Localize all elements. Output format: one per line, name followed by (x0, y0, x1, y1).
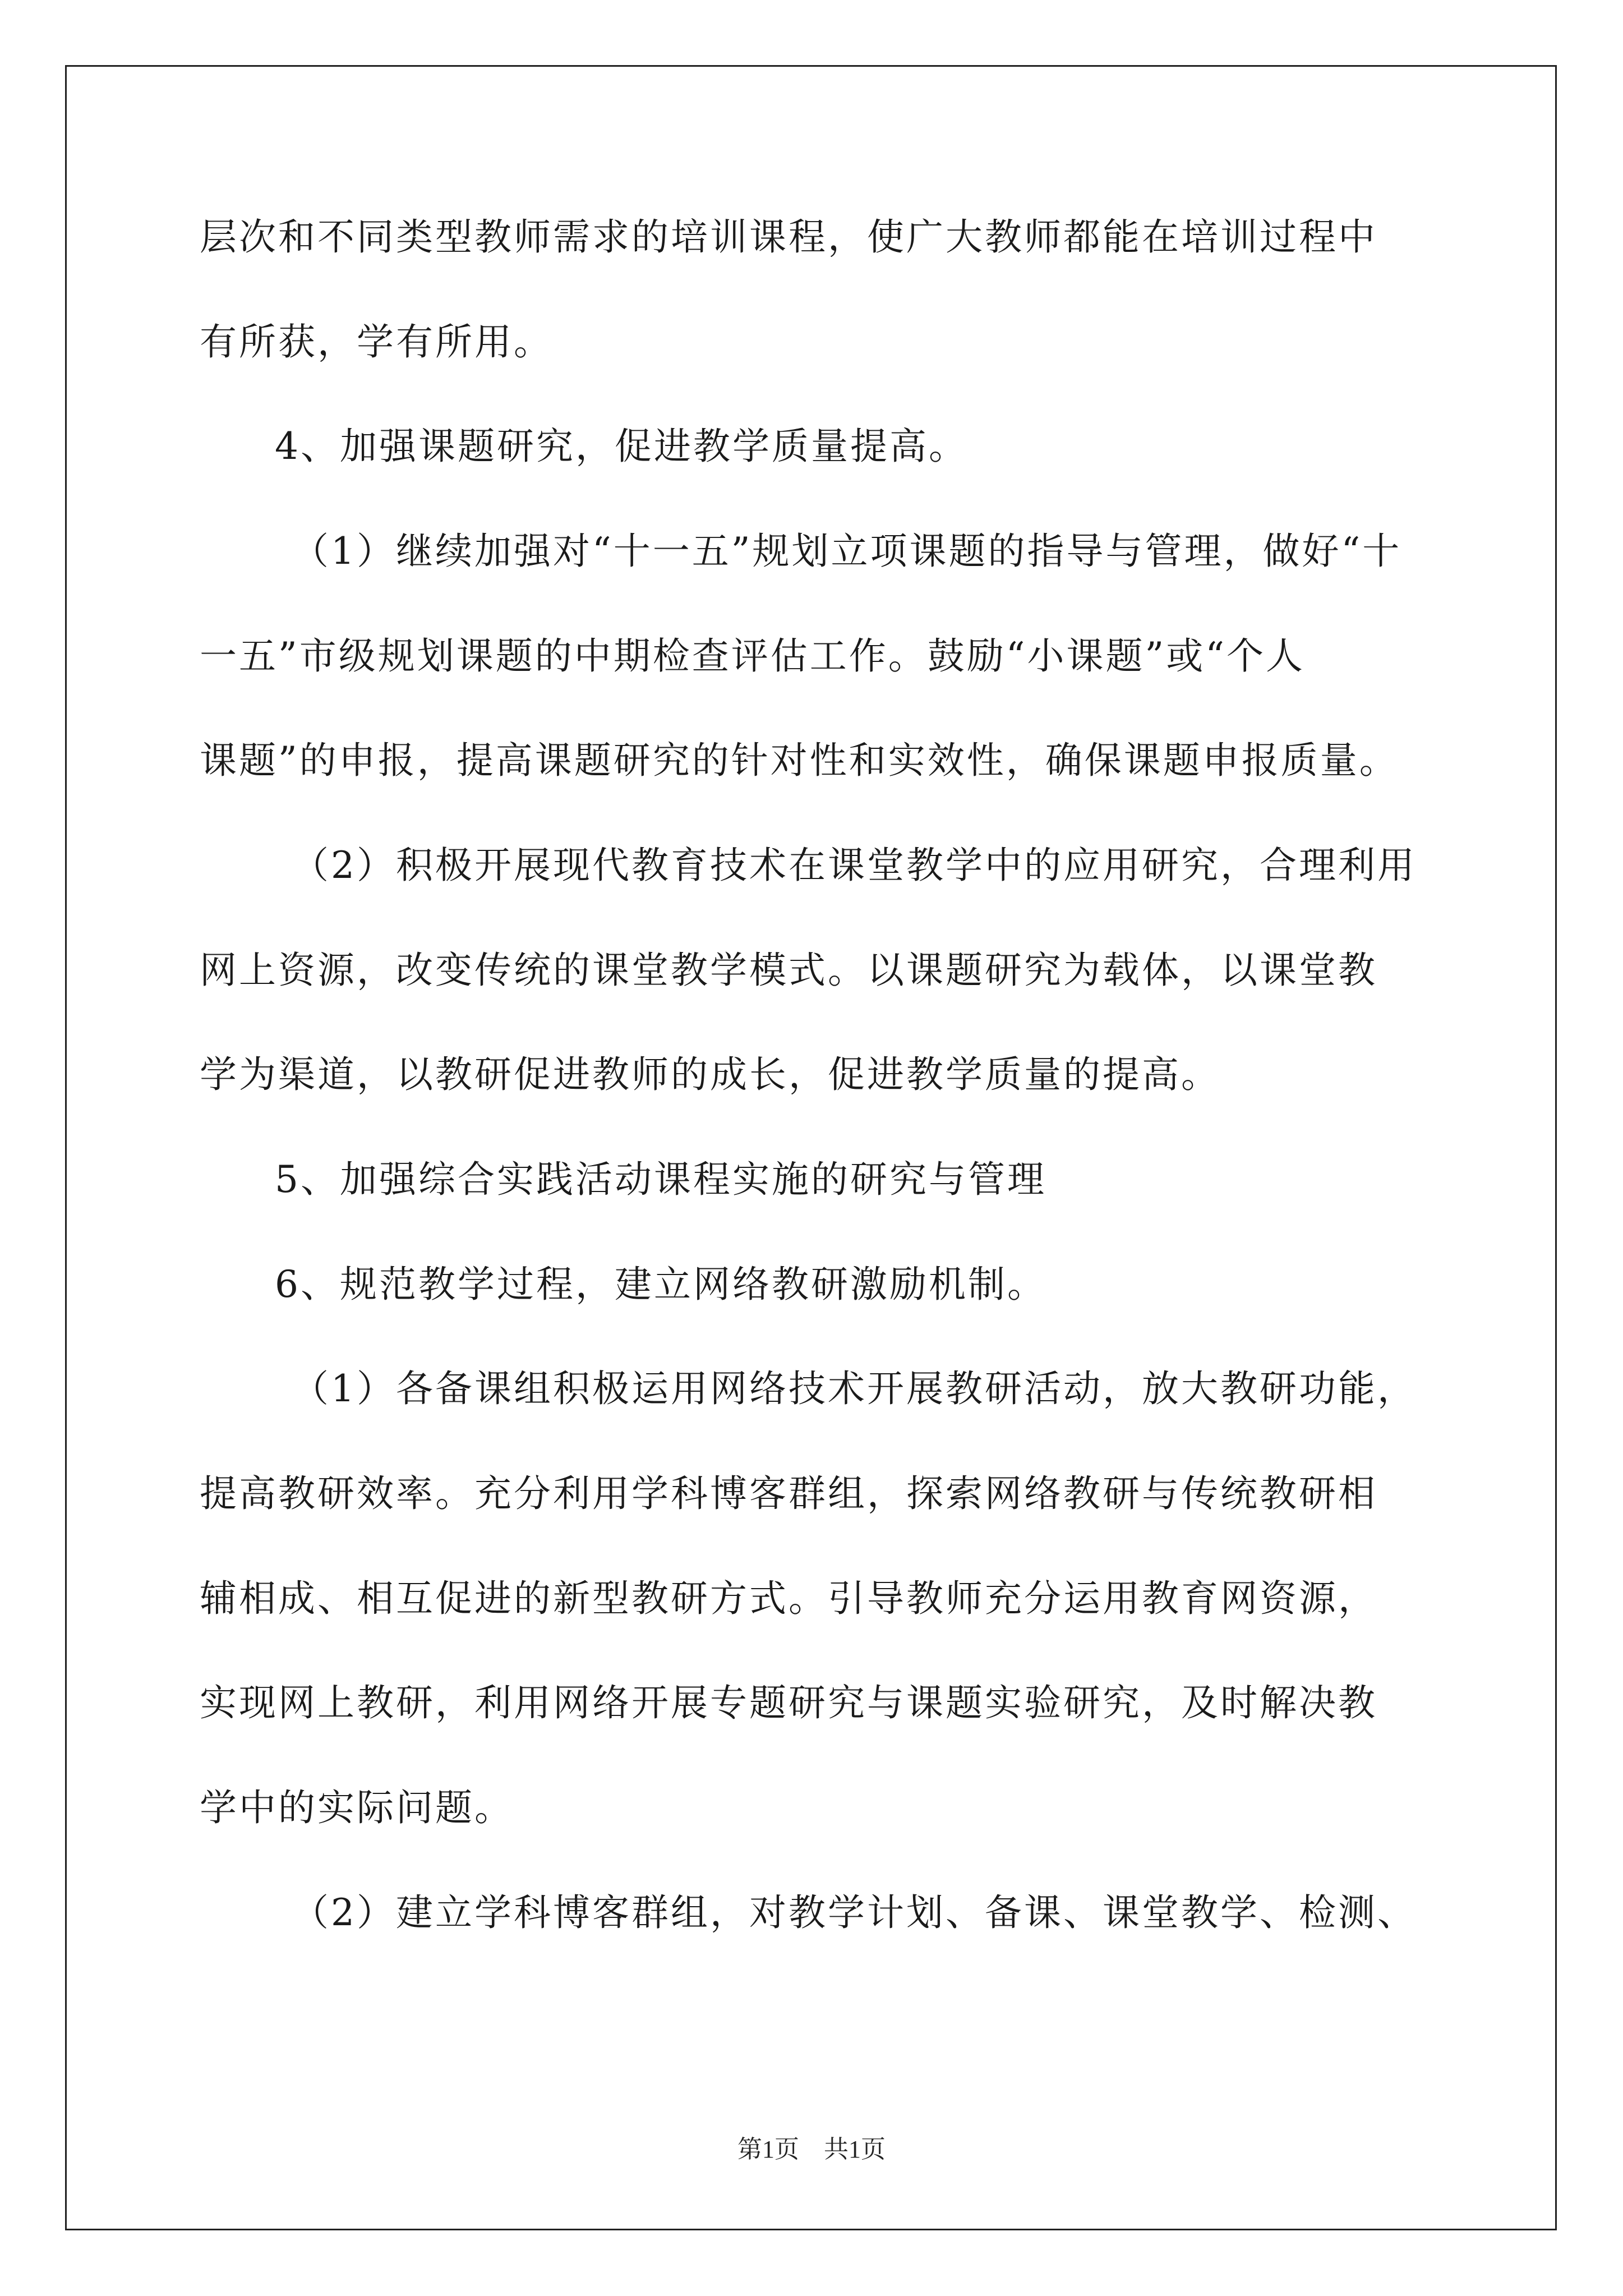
text-line-9: 学为渠道，以教研促进教师的成长，促进教学质量的提高。 (200, 1053, 1220, 1096)
text-line-14: 辅相成、相互促进的新型教研方式。引导教师充分运用教育网资源， (200, 1577, 1377, 1620)
text-line-1: 层次和不同类型教师需求的培训课程，使广大教师都能在培训过程中 (200, 215, 1377, 259)
text-line-15: 实现网上教研，利用网络开展专题研究与课题实验研究，及时解决教 (200, 1681, 1377, 1724)
text-line-13: 提高教研效率。充分利用学科博客群组，探索网络教研与传统教研相 (200, 1472, 1377, 1515)
text-line-10: 5、加强综合实践活动课程实施的研究与管理 (275, 1158, 1046, 1201)
text-line-4: （1）继续加强对“十一五”规划立项课题的指导与管理，做好“十 (292, 530, 1402, 573)
text-line-7: （2）积极开展现代教育技术在课堂教学中的应用研究，合理利用 (292, 844, 1417, 887)
text-line-8: 网上资源，改变传统的课堂教学模式。以课题研究为载体，以课堂教 (200, 949, 1377, 992)
text-line-11: 6、规范教学过程，建立网络教研激励机制。 (275, 1263, 1046, 1306)
text-line-3: 4、加强课题研究，促进教学质量提高。 (275, 425, 968, 468)
text-line-17: （2）建立学科博客群组，对教学计划、备课、课堂教学、检测、 (292, 1891, 1417, 1934)
text-line-6: 课题”的申报，提高课题研究的针对性和实效性，确保课题申报质量。 (200, 739, 1399, 782)
text-line-16: 学中的实际问题。 (200, 1786, 514, 1829)
text-line-12: （1）各备课组积极运用网络技术开展教研活动，放大教研功能， (292, 1367, 1417, 1410)
text-line-5: 一五”市级规划课题的中期检查评估工作。鼓励“小课题”或“个人 (200, 634, 1305, 678)
text-line-2: 有所获，学有所用。 (200, 320, 553, 364)
page-footer: 第1页 共1页 (737, 2136, 886, 2163)
